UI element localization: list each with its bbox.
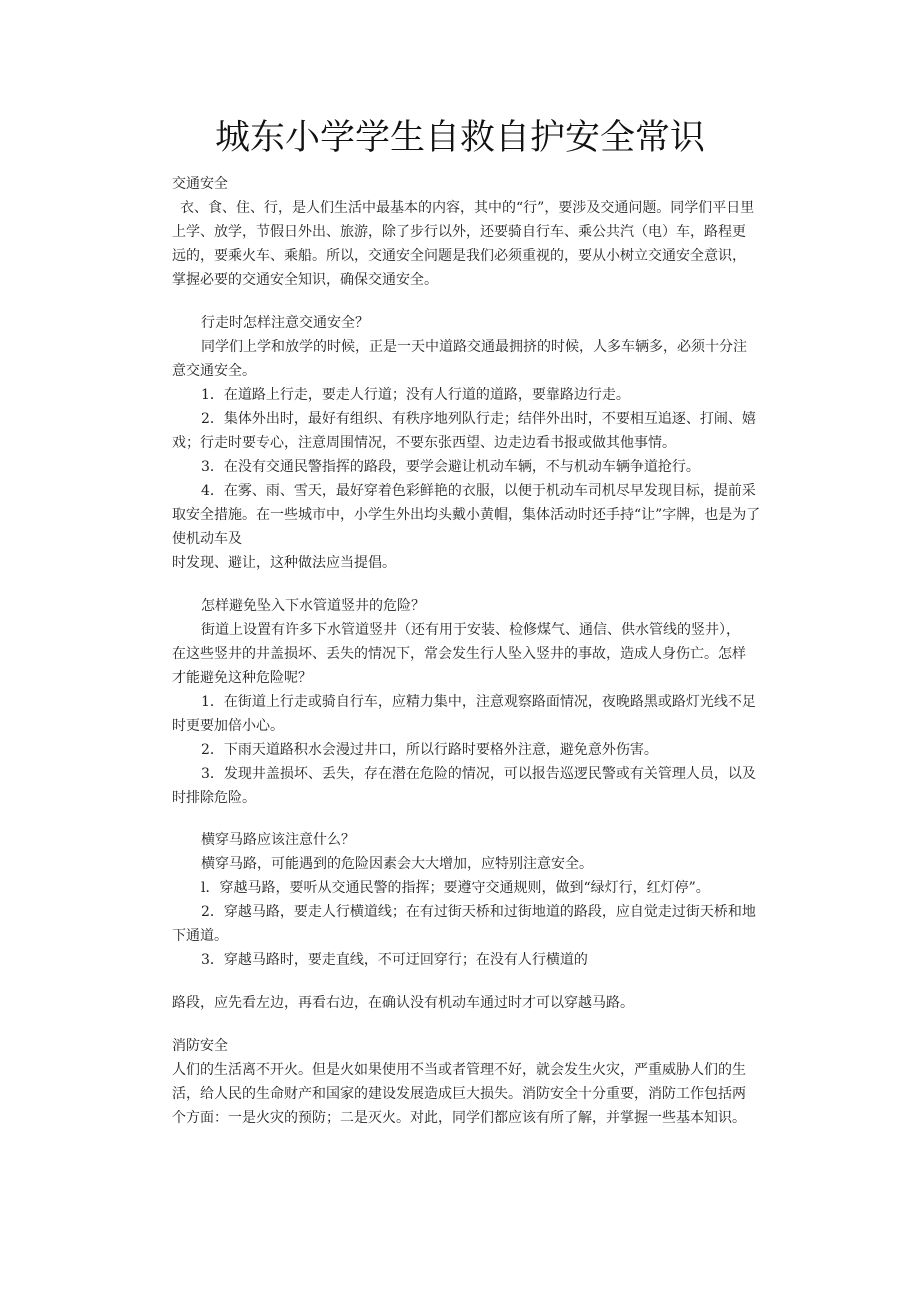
list-item: l．穿越马路，要听从交通民警的指挥；要遵守交通规则，做到“绿灯行，红灯停”。	[201, 880, 710, 896]
paragraph-line: 衣、食、住、行，是人们生活中最基本的内容，其中的“行”，要涉及交通问题。同学们平日里	[180, 200, 755, 216]
paragraph-line: 路段，应先看左边，再看右边，在确认没有机动车通过时才可以穿越马路。	[172, 995, 634, 1011]
paragraph-line: 戏；行走时要专心，注意周围情况，不要东张西望、边走边看书报或做其他事情。	[172, 435, 676, 451]
section-heading-fire: 消防安全	[172, 1038, 228, 1054]
paragraph-line: 时发现、避让，这种做法应当提倡。	[172, 555, 396, 571]
paragraph-line: 同学们上学和放学的时候，正是一天中道路交通最拥挤的时候，人多车辆多，必须十分注	[201, 339, 747, 355]
paragraph-line: 下通道。	[172, 928, 228, 944]
subheading-walking: 行走时怎样注意交通安全？	[201, 315, 369, 331]
paragraph-line: 时更要加倍小心。	[172, 718, 284, 734]
document-title: 城东小学学生自救自护安全常识	[214, 118, 705, 158]
list-item: 3．发现井盖损坏、丢失，存在潜在危险的情况，可以报告巡逻民警或有关管理人员，以及	[201, 766, 756, 782]
paragraph-line: 意交通安全。	[172, 363, 256, 379]
paragraph-line: 个方面：一是火灾的预防；二是灭火。对此，同学们都应该有所了解，并掌握一些基本知识。	[172, 1110, 746, 1126]
paragraph-line: 才能避免这种危险呢？	[172, 670, 312, 686]
paragraph-line: 时排除危险。	[172, 790, 256, 806]
paragraph-line: 横穿马路，可能遇到的危险因素会大大增加，应特别注意安全。	[201, 856, 593, 872]
paragraph-line: 取安全措施。在一些城市中，小学生外出均头戴小黄帽，集体活动时还手持“让”字牌，也是为了	[172, 507, 761, 523]
list-item: 2．下雨天道路积水会漫过井口，所以行路时要格外注意，避免意外伤害。	[201, 742, 658, 758]
list-item: 2．穿越马路，要走人行横道线；在有过街天桥和过街地道的路段，应自觉走过街天桥和地	[201, 904, 756, 920]
paragraph-line: 在这些竖井的井盖损坏、丢失的情况下，常会发生行人坠入竖井的事故，造成人身伤亡。怎样	[172, 646, 746, 662]
subheading-manhole: 怎样避免坠入下水管道竖井的危险？	[201, 598, 425, 614]
paragraph-line: 街道上设置有许多下水管道竖井（还有用于安装、检修煤气、通信、供水管线的竖井），	[201, 622, 740, 638]
list-item: 3．在没有交通民警指挥的路段，要学会避让机动车辆，不与机动车辆争道抢行。	[201, 459, 700, 475]
list-item: 3．穿越马路时，要走直线，不可迂回穿行；在没有人行横道的	[201, 952, 588, 968]
paragraph-line: 人们的生活离不开火。但是火如果使用不当或者管理不好，就会发生火灾，严重威胁人们的生	[172, 1062, 746, 1078]
paragraph-line: 使机动车及	[172, 531, 242, 547]
subheading-crossing: 横穿马路应该注意什么？	[201, 832, 355, 848]
section-heading-traffic: 交通安全	[172, 176, 228, 192]
paragraph-line: 远的，要乘火车、乘船。所以，交通安全问题是我们必须重视的，要从小树立交通安全意识，	[172, 248, 746, 264]
list-item: 4．在雾、雨、雪天，最好穿着色彩鲜艳的衣服，以便于机动车司机尽早发现目标，提前采	[201, 483, 756, 499]
paragraph-line: 掌握必要的交通安全知识，确保交通安全。	[172, 272, 438, 288]
paragraph-line: 活，给人民的生命财产和国家的建设发展造成巨大损失。消防安全十分重要，消防工作包括两	[172, 1086, 746, 1102]
list-item: 1．在道路上行走，要走人行道；没有人行道的道路，要靠路边行走。	[201, 387, 630, 403]
list-item: 2．集体外出时，最好有组织、有秩序地列队行走；结伴外出时，不要相互追逐、打闹、嬉	[201, 411, 756, 427]
paragraph-line: 上学、放学，节假日外出、旅游，除了步行以外，还要骑自行车、乘公共汽（电）车，路程更	[172, 224, 746, 240]
list-item: 1．在街道上行走或骑自行车，应精力集中，注意观察路面情况，夜晚路黑或路灯光线不足	[201, 694, 756, 710]
